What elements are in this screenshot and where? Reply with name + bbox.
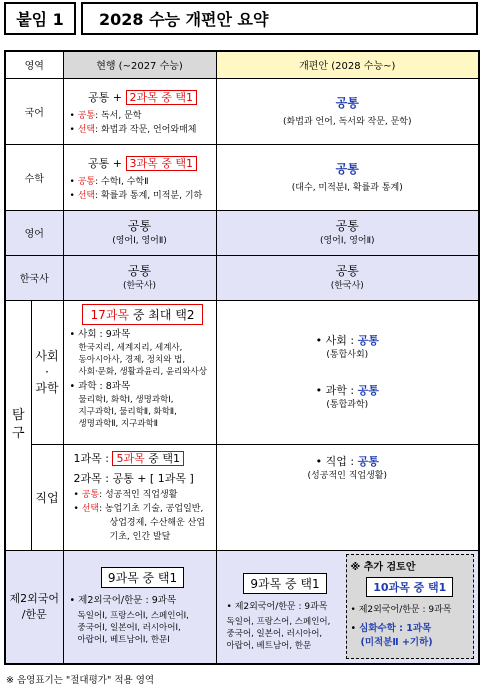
foreign-new-choice: 9과목 중 택1	[243, 573, 326, 594]
header-new: 개편안 (2028 수능~)	[216, 51, 479, 78]
extra-choice	[366, 577, 453, 597]
foreign-new-main: 9과목 중 택1 • 제2외국어/한문 : 9과목 독일어, 프랑스어, 스페인어, 중국어, 일본어, 러시아어, 아랍어, 베트남어, 한문	[217, 551, 344, 663]
extra-review-box: ※ 추가 검토안 10과목 중 택1 • 제2외국어/한문 : 9과목 • 심화수학 : 1과목 (미적분Ⅱ +기하)	[346, 554, 475, 659]
korean-select-val: : 화법과 작문, 언어와매체	[95, 124, 197, 135]
voc-l1-red: 5과목	[116, 451, 145, 465]
science-label: 과학	[35, 381, 59, 395]
page-header	[4, 2, 478, 35]
social-dot: ·	[45, 365, 49, 379]
science-head: 과학 : 8과목	[78, 380, 131, 392]
header-current: 현행 (~2027 수능)	[63, 51, 216, 78]
subject-social-science	[31, 300, 63, 444]
history-cur-title: 공통	[127, 264, 152, 278]
english-new-sub: (영어Ⅰ, 영어Ⅱ)	[319, 236, 375, 246]
foreign-cur-l2: 중국어Ⅰ, 일본어Ⅰ, 러시아어Ⅰ,	[77, 623, 181, 634]
korean-common-label: 공통	[77, 110, 96, 121]
row-inquiry-social	[5, 300, 479, 444]
voc-new-label: 직업 :	[325, 454, 355, 468]
attachment-tag: 붙임 1	[4, 2, 76, 35]
foreign-current: 9과목 중 택1 • 제2외국어/한문 : 9과목 독일어Ⅰ, 프랑스어Ⅰ, 스페인어Ⅰ, 중국어Ⅰ, 일본어Ⅰ, 러시아어Ⅰ, 아랍어Ⅰ, 베트남어Ⅰ, 한문Ⅰ	[63, 550, 216, 664]
social-new-label: 사회 :	[325, 334, 355, 347]
korean-current: 공통 + 2과목 중 택1 • 공통: 독서, 문학 • 선택: 화법과 작문, 언어와매체	[63, 78, 216, 144]
foreign-new	[216, 550, 479, 664]
header-area: 영역	[5, 51, 63, 78]
math-cur-common: 공통 +	[88, 156, 122, 170]
english-cur-title: 공통	[127, 219, 152, 233]
korean-select-label: 선택	[77, 124, 96, 135]
social-head: 사회 : 9과목	[78, 328, 131, 340]
row-foreign	[5, 550, 479, 664]
extra-title: ※ 추가 검토안	[350, 561, 416, 573]
foreign-cur-l1: 독일어Ⅰ, 프랑스어Ⅰ, 스페인어Ⅰ,	[77, 611, 189, 622]
foreign-name-1: 제2외국어	[9, 591, 60, 605]
korean-new-title: 공통	[335, 95, 359, 110]
row-inquiry-vocational	[5, 444, 479, 550]
korean-new-sub: (화법과 언어, 독서와 작문, 문학)	[283, 116, 412, 127]
history-current	[63, 255, 216, 300]
math-new	[216, 144, 479, 210]
foreign-cur-choice: 9과목 중 택1	[101, 567, 184, 588]
social-cur-choice-box	[82, 304, 204, 325]
row-korean	[5, 78, 479, 144]
subject-foreign	[5, 550, 63, 664]
page-title: 2028 수능 개편안 요약	[81, 2, 478, 35]
social-cur-choice-rest: 중 최대 택2	[132, 307, 195, 322]
social-new-val: 공통	[357, 334, 379, 347]
math-select-val: : 확률과 통계, 미적분, 기하	[95, 190, 203, 201]
science-new-sub: (통합과학)	[326, 400, 369, 410]
row-math	[5, 144, 479, 210]
history-new-sub: (한국사)	[330, 281, 364, 291]
extra-head: 제2외국어/한문 : 9과목	[358, 604, 452, 615]
footnote: ※ 음영표기는 "절대평가" 적용 영역	[6, 675, 155, 686]
row-history	[5, 255, 479, 300]
history-new-title: 공통	[335, 264, 359, 278]
voc-new-val: 공통	[357, 454, 379, 468]
english-new	[216, 210, 479, 255]
subject-inquiry: 탐구	[5, 300, 31, 550]
social-new: • 사회 : 공통 (통합사회) • 과학 : 공통 (통합과학)	[216, 300, 479, 444]
math-new-title: 공통	[335, 161, 359, 176]
math-current: 공통 + 3과목 중 택1 • 공통: 수학Ⅰ, 수학Ⅱ • 선택: 확률과 통계, 미적분, 기하	[63, 144, 216, 210]
social-new-sub: (통합사회)	[326, 350, 369, 360]
summary-table	[4, 50, 480, 665]
voc-l1-pre: 1과목 :	[73, 451, 109, 465]
voc-select-label: 선택	[81, 503, 100, 514]
voc-select-l1: : 농업기초 기술, 공업일반,	[99, 503, 204, 514]
voc-l1-post: 중 택1	[148, 451, 180, 465]
english-cur-sub: (영어Ⅰ, 영어Ⅱ)	[112, 236, 167, 246]
subject-math: 수학	[5, 144, 63, 210]
voc-new-sub: (성공적인 직업생활)	[307, 470, 387, 481]
korean-cur-common: 공통 +	[88, 90, 122, 104]
korean-common-val: : 독서, 문학	[95, 110, 142, 121]
voc-l2: 2과목 : 공통 + [ 1과목 ]	[73, 471, 194, 485]
social-list-2: 동아시아사, 경제, 정치와 법,	[78, 354, 186, 365]
english-new-title: 공통	[335, 219, 359, 233]
science-list-2: 지구과학Ⅰ, 물리학Ⅱ, 화학Ⅱ,	[78, 406, 177, 417]
vocational-new: • 직업 : 공통 (성공적인 직업생활)	[216, 444, 479, 550]
foreign-new-l2: 중국어, 일본어, 러시아어,	[226, 628, 323, 639]
history-cur-sub: (한국사)	[122, 281, 157, 291]
foreign-name-2: /한문	[21, 607, 47, 621]
social-list-1: 한국지리, 세계지리, 세계사,	[78, 342, 183, 353]
subject-vocational: 직업	[31, 444, 63, 550]
history-new	[216, 255, 479, 300]
math-select-label: 선택	[77, 190, 96, 201]
foreign-new-head: 제2외국어/한문 : 9과목	[234, 601, 328, 612]
korean-cur-choice: 2과목 중 택1	[126, 90, 198, 105]
voc-select-l2: 상업경제, 수산해운 산업	[109, 517, 206, 528]
science-new-label: 과학 :	[325, 384, 355, 397]
extra-adv-label: 심화수학 : 1과목	[359, 622, 432, 634]
social-cur-choice-red: 17과목	[90, 307, 130, 322]
social-label: 사회	[35, 349, 59, 363]
foreign-cur-l3: 아랍어Ⅰ, 베트남어Ⅰ, 한문Ⅰ	[77, 635, 170, 646]
science-new-val: 공통	[357, 384, 379, 397]
voc-common-val: : 성공적인 직업생활	[99, 489, 178, 500]
korean-new	[216, 78, 479, 144]
science-list-3: 생명과학Ⅱ, 지구과학Ⅱ	[78, 418, 158, 429]
math-common-val: : 수학Ⅰ, 수학Ⅱ	[95, 176, 149, 187]
social-current: 17과목 중 최대 택2 • 사회 : 9과목 한국지리, 세계지리, 세계사, 동아시아사, 경제, 정치와 법, 사회·문화, 생활과윤리, 윤리와사상 • 과학 : 8과목 물리학Ⅰ, 화학Ⅰ, 생명과학Ⅰ, 지구과학Ⅰ, 물리학Ⅱ, 화학Ⅱ, 생명과학Ⅱ, 지구과학Ⅱ	[63, 300, 216, 444]
subject-history: 한국사	[5, 255, 63, 300]
foreign-cur-head: 제2외국어/한문 : 9과목	[78, 595, 177, 607]
extra-choice-text: 10과목 중 택1	[373, 580, 447, 594]
science-list-1: 물리학Ⅰ, 화학Ⅰ, 생명과학Ⅰ,	[78, 394, 174, 405]
subject-korean: 국어	[5, 78, 63, 144]
subject-english: 영어	[5, 210, 63, 255]
foreign-new-l3: 아랍어, 베트남어, 한문	[226, 640, 312, 651]
math-new-sub: (대수, 미적분Ⅰ, 확률과 통계)	[291, 182, 403, 193]
header-row	[5, 51, 479, 78]
row-english	[5, 210, 479, 255]
vocational-current: 1과목 : 5과목 중 택1 2과목 : 공통 + [ 1과목 ] • 공통: 성공적인 직업생활 • 선택: 농업기초 기술, 공업일반, 상업경제, 수산해운 산업 기초, 인간 발달	[63, 444, 216, 550]
voc-common-label: 공통	[81, 489, 100, 500]
math-common-label: 공통	[77, 176, 96, 187]
social-list-3: 사회·문화, 생활과윤리, 윤리와사상	[78, 366, 207, 377]
english-current	[63, 210, 216, 255]
foreign-new-l1: 독일어, 프랑스어, 스페인어,	[226, 616, 331, 627]
extra-adv-sub: (미적분Ⅱ +기하)	[360, 636, 433, 648]
math-cur-choice: 3과목 중 택1	[126, 156, 198, 171]
voc-select-l3: 기초, 인간 발달	[109, 531, 171, 542]
